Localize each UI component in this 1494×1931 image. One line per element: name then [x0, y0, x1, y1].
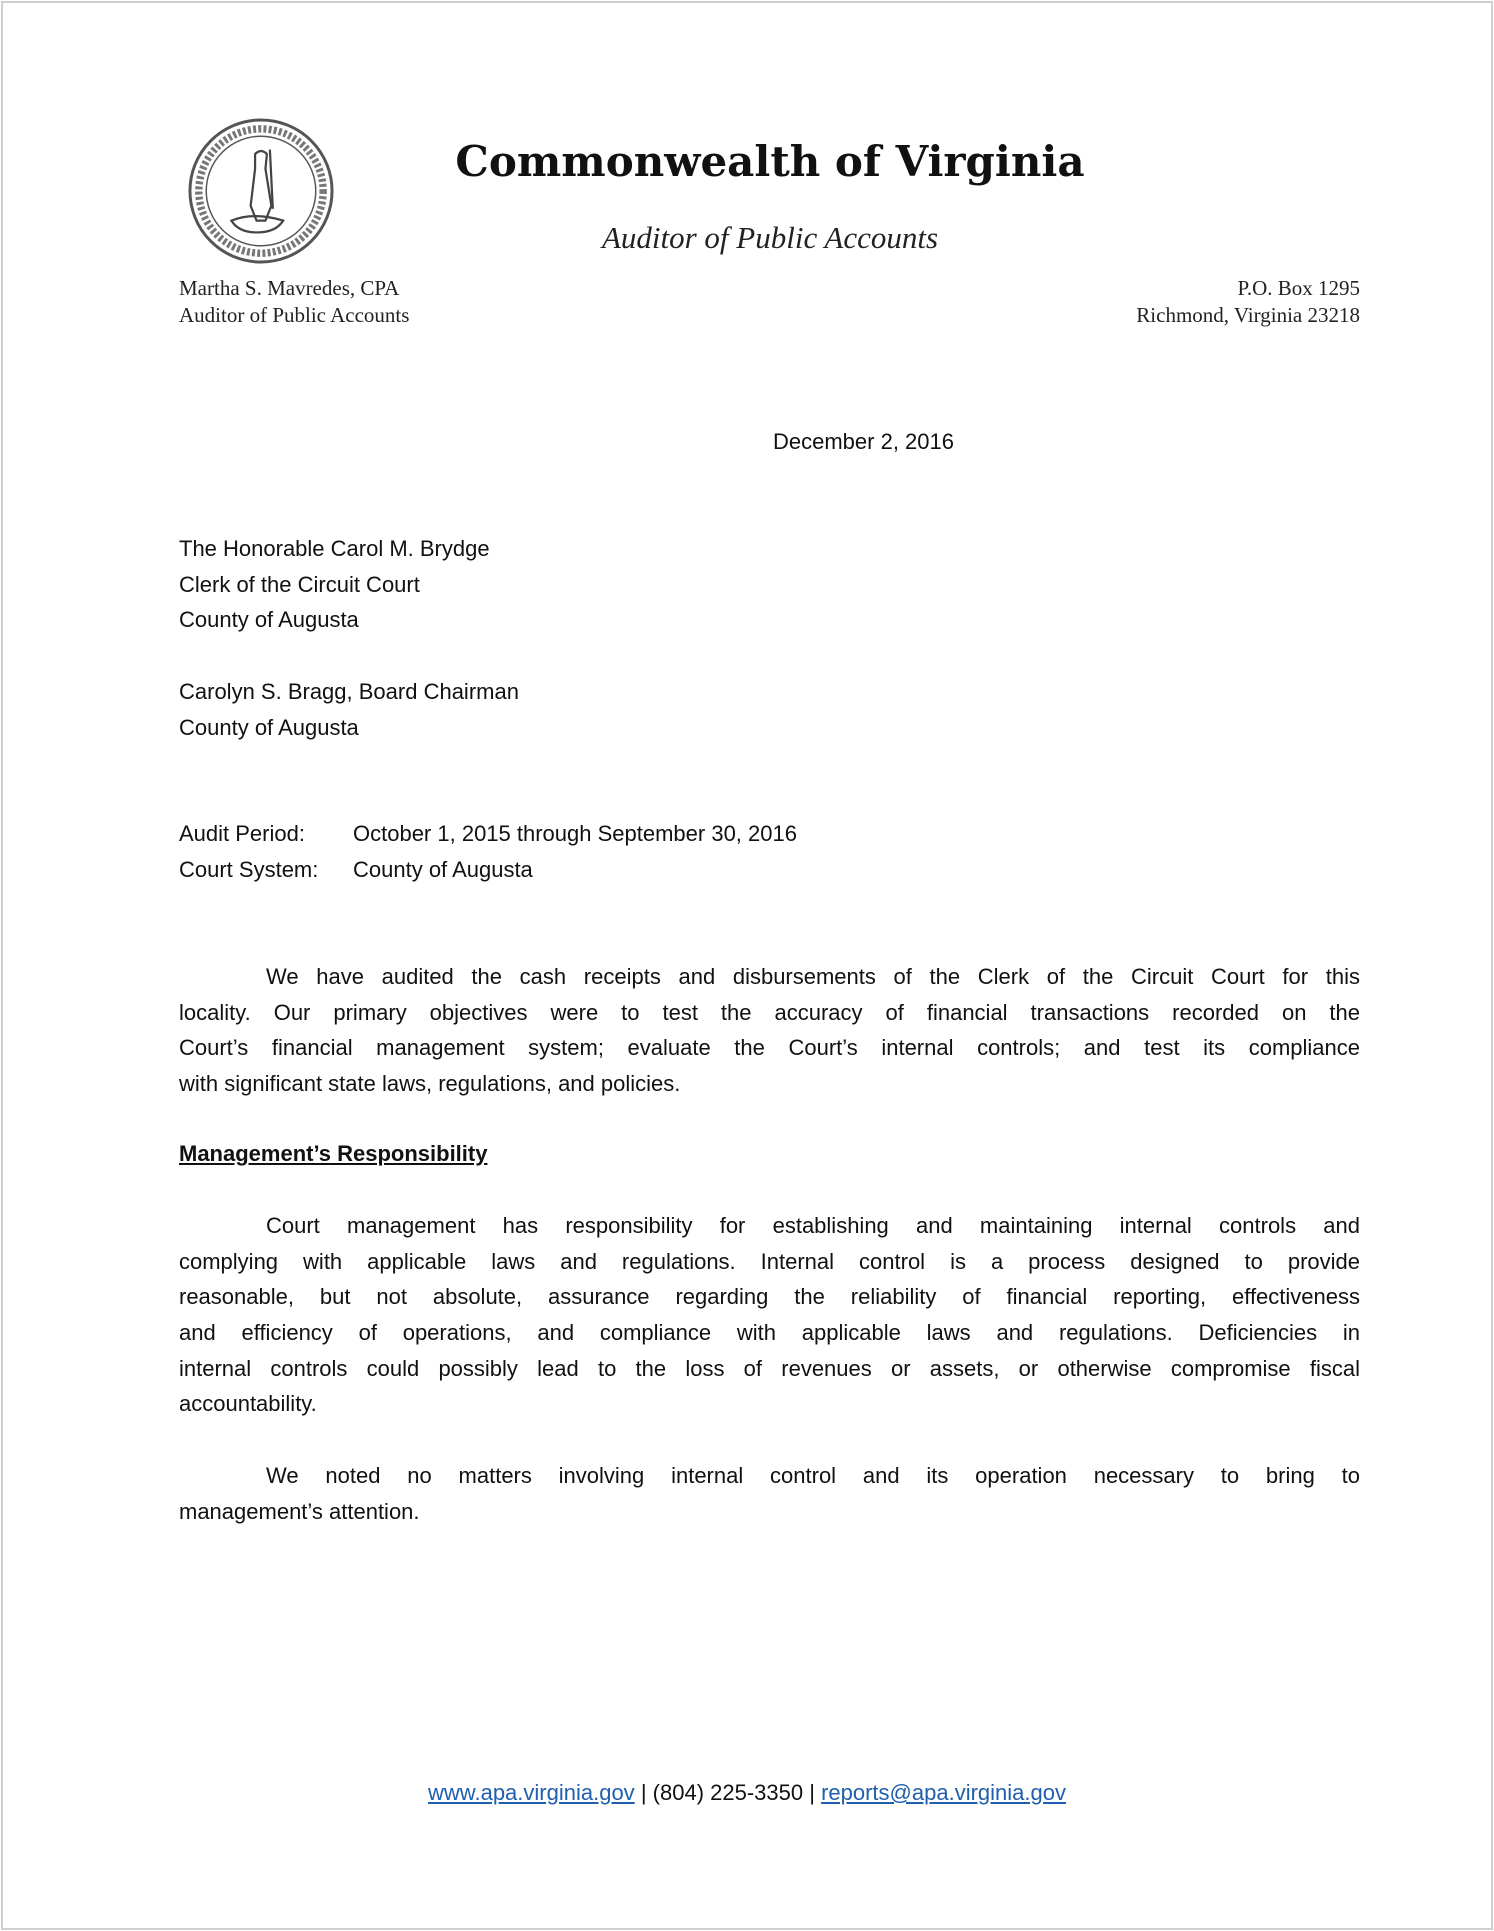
text-line: We noted no matters involving internal control and its operation necessary to bring to [266, 1463, 1360, 1488]
text-line: accountability. [179, 1391, 317, 1417]
po-box: P.O. Box 1295 [1237, 276, 1360, 300]
auditor-name-block [179, 275, 409, 329]
text-line: We have audited the cash receipts and disbursements of the Clerk of the Circuit Court for this [266, 964, 1360, 989]
text-line: internal controls could possibly lead to the loss of revenues or assets, or otherwise compromise fiscal [179, 1355, 1360, 1381]
audit-info [179, 816, 1360, 887]
separator: | [809, 1780, 815, 1805]
separator: | [640, 1780, 647, 1805]
text-line: complying with applicable laws and regulations. Internal control is a process designed to provide [179, 1248, 1360, 1274]
paragraph-1 [179, 959, 1360, 1102]
website-link[interactable]: www.apa.virginia.gov [428, 1780, 635, 1805]
letterhead-title: Commonwealth of Virginia [455, 137, 1085, 186]
text-line: Court’s financial management system; evaluate the Court’s internal controls; and test its compliance [179, 1035, 1360, 1061]
footer [0, 1780, 1494, 1806]
section-heading [179, 1136, 1360, 1172]
audit-period-label: Audit Period: [179, 821, 305, 846]
auditor-name: Martha S. Mavredes, CPA [179, 276, 400, 300]
mailing-address [1136, 275, 1360, 329]
email-link[interactable]: reports@apa.virginia.gov [821, 1780, 1066, 1805]
court-system-value: County of Augusta [353, 856, 533, 882]
virginia-seal-icon [187, 117, 335, 265]
recipient-line: County of Augusta [179, 714, 359, 740]
paragraph-3 [179, 1458, 1360, 1529]
city-state: Richmond, Virginia 23218 [1136, 303, 1360, 327]
recipient-line: County of Augusta [179, 607, 359, 633]
auditor-title: Auditor of Public Accounts [179, 303, 410, 327]
paragraph-2 [179, 1208, 1360, 1422]
text-line: reasonable, but not absolute, assurance regarding the reliability of financial reporting, effectiveness [179, 1284, 1360, 1310]
text-line: and efficiency of operations, and compliance with applicable laws and regulations. Deficiencies in [179, 1320, 1360, 1346]
letter-date: December 2, 2016 [773, 429, 954, 454]
recipient-line: The Honorable Carol M. Brydge [179, 536, 490, 561]
text-line: management’s attention. [179, 1498, 420, 1524]
text-line: Court management has responsibility for establishing and maintaining internal controls and [266, 1213, 1360, 1238]
recipient-2 [179, 674, 1360, 745]
letterhead-subtitle: Auditor of Public Accounts [601, 220, 939, 255]
recipient-1 [179, 531, 1360, 638]
recipient-line: Clerk of the Circuit Court [179, 571, 420, 597]
phone-number: (804) 225-3350 [652, 1780, 804, 1805]
text-line: with significant state laws, regulations, and policies. [179, 1071, 681, 1097]
section-heading-text: Management’s Responsibility [179, 1141, 488, 1166]
audit-period-value: October 1, 2015 through September 30, 2016 [353, 821, 797, 846]
court-system-label: Court System: [179, 856, 319, 882]
text-line: locality. Our primary objectives were to test the accuracy of financial transactions recorded on the [179, 999, 1360, 1025]
recipient-line: Carolyn S. Bragg, Board Chairman [179, 679, 519, 704]
